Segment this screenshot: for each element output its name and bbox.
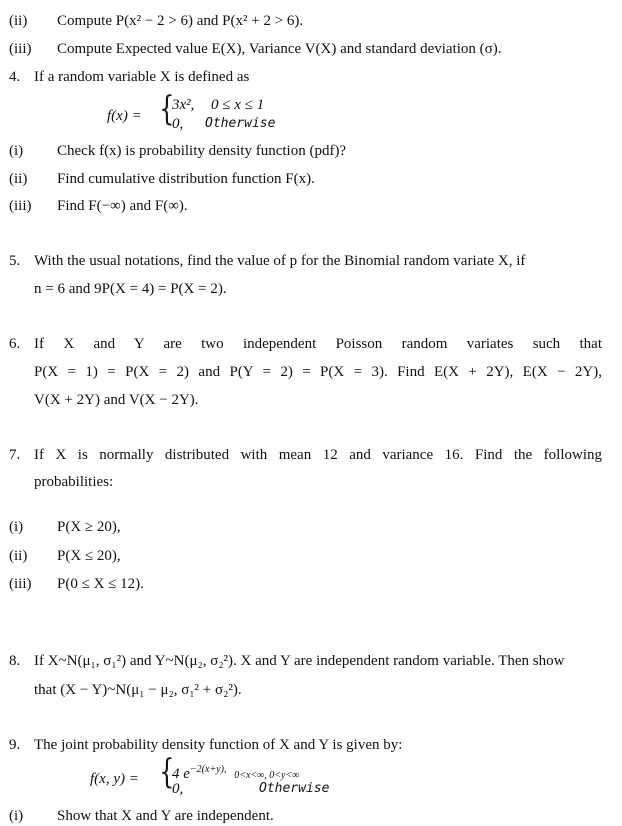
q7-iii-text: P(0 ≤ X ≤ 12). [57,576,144,592]
q6-line3: V(X + 2Y) and V(X − 2Y). [34,392,199,408]
q4-ii-text: Find cumulative distribution function F(x). [57,171,315,187]
q7-i-text: P(X ≥ 20), [57,519,121,535]
q8-number: 8. [9,653,21,669]
q9-i-text: Show that X and Y are independent. [57,808,274,824]
q4-brace: { [159,89,175,129]
q7-ii-text: P(X ≤ 20), [57,548,121,564]
q4-case2-expr: 0, [172,116,184,132]
q4-stem: If a random variable X is defined as [34,69,250,85]
q4-func-lhs: f(x) = [107,108,142,124]
q5-number: 5. [9,253,21,269]
q4-number: 4. [9,69,21,85]
q7-line2: probabilities: [34,474,114,490]
q5-line1: With the usual notations, find the value of p for the Binomial random variate X, if [34,253,526,269]
q9-number: 9. [9,737,21,753]
q9-case2-cond: Otherwise [259,781,330,796]
q3-iii-text: Compute Expected value E(X), Variance V(X) and standard deviation (σ). [57,41,502,57]
q8-line1: If X~N(μ₁, σ₁²) and Y~N(μ₂, σ₂²). X and Y are independent random variable. Then show [34,653,565,669]
q9-func-lhs: f(x, y) = [90,771,139,787]
q6-line2: P(X = 1) = P(X = 2) and P(Y = 2) = P(X = 3). Find E(X + 2Y), E(X − 2Y), [34,364,602,380]
q3-iii-label: (iii) [9,41,32,57]
q4-ii-label: (ii) [9,171,28,187]
q9-case1-expr: 4 e [172,766,190,782]
q4-case1-expr: 3x², [172,97,195,113]
q9-stem: The joint probability density function of X and Y is given by: [34,737,403,753]
q3-ii-text: Compute P(x² − 2 > 6) and P(x² + 2 > 6). [57,13,304,29]
q9-i-label: (i) [9,808,24,824]
q6-line1: If X and Y are two independent Poisson random variates such that [34,336,602,352]
q7-number: 7. [9,447,21,463]
q9-case1-cond: 0<x<∞, 0<y<∞ [234,770,300,781]
q4-case1-cond: 0 ≤ x ≤ 1 [211,97,265,113]
q4-i-label: (i) [9,143,24,159]
q7-i-label: (i) [9,519,24,535]
q4-iii-label: (iii) [9,198,32,214]
q5-line2: n = 6 and 9P(X = 4) = P(X = 2). [34,281,227,297]
q4-iii-text: Find F(−∞) and F(∞). [57,198,188,214]
q9-case2-expr: 0, [172,781,184,797]
q8-line2: that (X − Y)~N(μ₁ − μ₂, σ₁² + σ₂²). [34,682,242,698]
q3-ii-label: (ii) [9,13,28,29]
q6-number: 6. [9,336,21,352]
q4-case2-cond: Otherwise [205,116,276,131]
q9-case1-exponent: −2(x+y), [189,764,227,775]
q7-ii-label: (ii) [9,548,28,564]
q4-i-text: Check f(x) is probability density function (pdf)? [57,143,347,159]
q7-line1: If X is normally distributed with mean 12 and variance 16. Find the following [34,447,602,463]
q9-brace: { [159,752,175,792]
q7-iii-label: (iii) [9,576,32,592]
